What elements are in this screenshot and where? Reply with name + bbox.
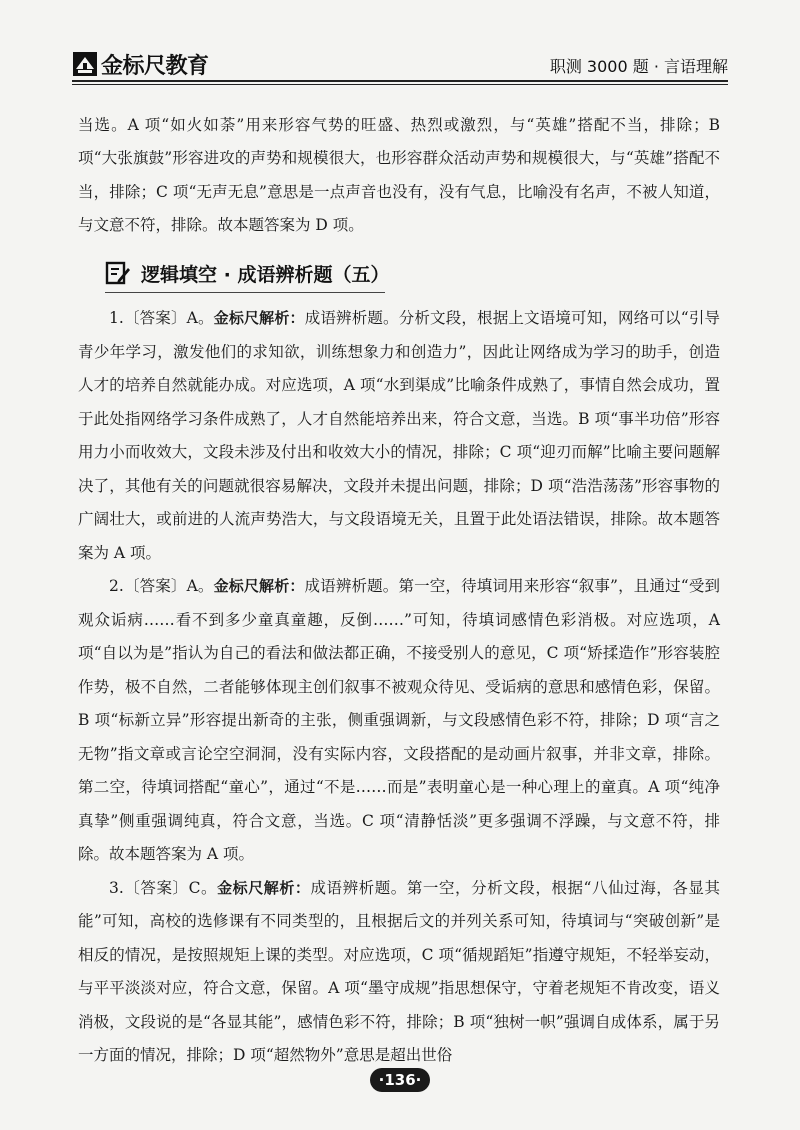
analysis-label: 金标尺解析： xyxy=(213,309,305,327)
answer-number: 2.〔答案〕A。 xyxy=(109,577,214,595)
intro-paragraph: 当选。A 项“如火如荼”用来形容气势的旺盛、热烈或激烈，与“英雄”搭配不当，排除；B 项“大张旗鼓”形容进攻的声势和规模很大，也形容群众活动声势和规模很大，与“英雄”搭配不当，排除；C 项“无声无息”意思是一点声音也没有，没有气息，比喻没有名声，不被人知道，与文意不符，排除。故本题答案为 D 项。 xyxy=(78,115,720,234)
section-title: 逻辑填空 · 成语辨析题（五） xyxy=(141,263,390,286)
analysis-text: 成语辨析题。分析文段，根据上文语境可知，网络可以“引导青少年学习，激发他们的求知欲，训练想象力和创造力”，因此让网络成为学习的助手，创造人才的培养自然就能办成。对应选项，A 项“水到渠成”比喻条件成熟了，事情自然会成功，置于此处指网络学习条件成熟了，人才自然能培养出来，符合文意，当选。B 项“事半功倍”形容用力小而收效大，文段未涉及付出和收效大小的情况，排除；C 项“迎刃而解”比喻主要问题解决了，其他有关的问题就很容易解决，文段并未提出问题，排除；D 项“浩浩荡荡”形容事物的广阔壮大，或前进的人流声势浩大，与文段语境无关，且置于此处语法错误，排除。故本题答案为 A 项。 xyxy=(78,309,720,562)
analysis-label: 金标尺解析： xyxy=(213,577,305,595)
edit-note-icon xyxy=(105,260,131,286)
section-underline xyxy=(105,292,385,293)
logo-text: 金标尺教育 xyxy=(101,53,209,79)
page-header xyxy=(72,46,728,84)
header-divider-thin xyxy=(72,84,728,85)
analysis-text: 成语辨析题。第一空，待填词用来形容“叙事”，且通过“受到观众诟病……看不到多少童真童趣，反倒……”可知，待填词感情色彩消极。对应选项，A 项“自以为是”指认为自己的看法和做法都正确，不接受别人的意见，C 项“矫揉造作”形容装腔作势，极不自然，二者能够体现主创们叙事不被观众待见、受诟病的意思和感情色彩，保留。B 项“标新立异”形容提出新奇的主张，侧重强调新，与文段感情色彩不符，排除；D 项“言之无物”指文章或言论空空洞洞，没有实际内容，文段搭配的是动画片叙事，并非文章，排除。第二空，待填词搭配“童心”，通过“不是……而是”表明童心是一种心理上的童真。A 项“纯净真挚”侧重强调纯真，符合文意，当选。C 项“清静恬淡”更多强调不浮躁，与文意不符，排除。故本题答案为 A 项。 xyxy=(78,577,720,863)
logo-mark-icon xyxy=(72,51,98,77)
answer-item xyxy=(78,872,720,1073)
publisher-logo xyxy=(72,50,209,78)
analysis-label: 金标尺解析： xyxy=(217,878,311,897)
header-divider xyxy=(72,80,728,82)
answer-number: 1.〔答案〕A。 xyxy=(109,309,214,327)
answer-item xyxy=(78,570,720,872)
analysis-text: 成语辨析题。第一空，分析文段，根据“八仙过海，各显其能”可知，高校的选修课有不同类型的，且根据后文的并列关系可知，待填词与“突破创新”是相反的情况，是按照规矩上课的类型。对应选项，C 项“循规蹈矩”指遵守规矩，不轻举妄动，与平平淡淡对应，符合文意，保留。A 项“墨守成规”指思想保守，守着老规矩不肯改变，语义消极，文段说的是“各显其能”，感情色彩不符，排除；B 项“独树一帜”强调自成体系，属于另一方面的情况，排除；D 项“超然物外”意思是超出世俗 xyxy=(78,878,720,1064)
answer-item xyxy=(78,302,720,570)
page-number: ·136· xyxy=(370,1068,430,1092)
section-heading xyxy=(105,256,405,290)
book-title: 职测 3000 题 · 言语理解 xyxy=(549,57,728,76)
answer-list xyxy=(78,302,720,1073)
answer-number: 3.〔答案〕C。 xyxy=(109,878,218,897)
